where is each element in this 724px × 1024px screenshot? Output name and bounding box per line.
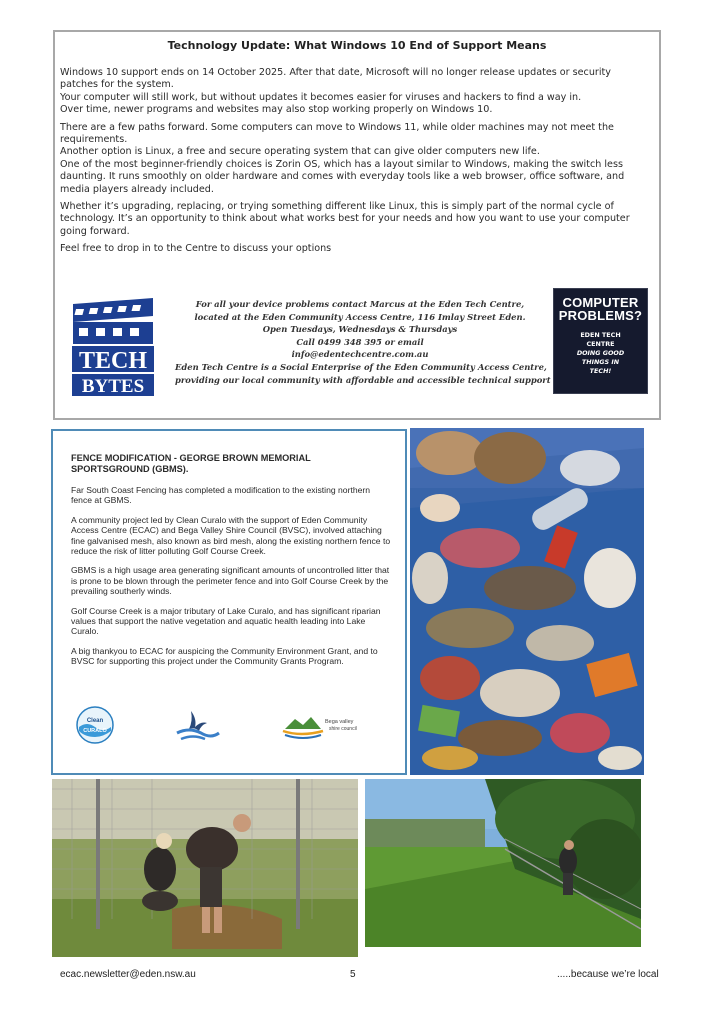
promo-sub-line: CENTRE [586,340,615,348]
fence-work-photo [52,779,358,957]
footer-email[interactable]: ecac.newsletter@eden.nsw.au [60,969,196,980]
sponsor-logos [73,705,393,745]
paragraph: Golf Course Creek is a major tributary of Lake Curalo, and has significant riparian values that support the native vegetation and aquatic health leading into Lake Curalo. [71,605,381,637]
promo-sub-line: EDEN TECH [580,331,621,339]
ecac-whale-logo [177,711,219,739]
paragraph: GBMS is a high usage area generating significant amounts of uncontrolled litter that is prone to be blown through the perimeter fence and into Golf Course Creek by the prevailing southerly winds. [71,565,390,597]
paragraph: Far South Coast Fencing has completed a modification to the existing northern fence at GBMS. [71,485,371,506]
promo-sub-line: THINGS IN [581,358,620,366]
logo-text: CURALO [83,728,107,734]
contact-line: located at the Eden Community Access Centre, 116 Imlay Street Eden. [194,311,526,322]
paragraph: One of the most beginner-friendly choices is Zorin OS, which has a layout similar to Windows, making the switch less daunting. It runs smoothly on older hardware and comes with everyday tools like a web browser, office software, and media players already included. [60,158,625,195]
bega-valley-shire-council-logo [283,717,357,738]
promo-subtitle [554,331,647,376]
logo-word-bytes: BYTES [81,376,145,397]
contact-line: Open Tuesdays, Wednesdays & Thursdays [262,324,458,335]
contact-line: For all your device problems contact Marcus at the Eden Tech Centre, [195,299,525,309]
fence-heading: FENCE MODIFICATION - GEORGE BROWN MEMORIAL SPORTSGROUND (GBMS). [71,453,311,474]
page-number: 5 [350,969,356,980]
tech-update-title: Technology Update: What Windows 10 End of Support Means [167,39,547,52]
clean-curalo-logo [77,707,113,743]
logo-text: Bega valley [325,719,354,725]
fence-article [71,453,391,676]
sportsground-fence-photo [365,779,641,947]
tech-bytes-logo [69,298,158,400]
paragraph: There are a few paths forward. Some computers can move to Windows 11, while older machines may not meet the requirements. [60,121,614,146]
paragraph: Over time, newer programs and websites may also stop working properly on Windows 10. [60,104,493,116]
logo-text: shire council [329,726,357,732]
paragraph: Whether it’s upgrading, replacing, or trying something different like Linux, this is simply part of the normal cycle of technology. It’s an opportunity to think about what works best for your needs and how you want to use your computer going forward. [60,201,630,237]
contact-line: Eden Tech Centre is a Social Enterprise of the Eden Community Access Centre, [175,361,547,372]
paragraph: Your computer will still work, but without updates it becomes easier for viruses and hackers to find a way in. [60,91,582,103]
paragraph: Windows 10 support ends on 14 October 2025. After that date, Microsoft will no longer release updates or security patches for the system. [60,67,611,91]
paragraph: Another option is Linux, a free and secure operating system that can give older computers new life. [60,146,540,158]
computer-problems-promo [553,288,648,394]
fence-modification-section [51,429,407,775]
promo-sub-line: TECH! [589,367,612,375]
logo-text: Clean [86,718,104,724]
paragraph: A big thankyou to ECAC for auspicing the Community Environment Grant, and to BVSC for supporting this project under the Community Grants Program. [71,645,378,667]
contact-line: providing our local community with affordable and accessible technical support [175,374,551,385]
promo-sub-line: DOING GOOD [576,349,625,357]
contact-line: Call 0499 348 395 or email [296,336,424,347]
litter-collection-photo [410,428,644,775]
contact-email[interactable]: info@edentechcentre.com.au [291,349,429,360]
promo-title-line: PROBLEMS? [558,308,643,323]
tech-update-section [53,30,661,420]
promo-title-line: COMPUTER [562,295,639,310]
footer-tagline: .....because we’re local [557,969,659,980]
tech-update-body [60,67,651,261]
paragraph: Feel free to drop in to the Centre to discuss your options [60,243,332,255]
contact-info [175,298,551,386]
paragraph: A community project led by Clean Curalo with the support of Eden Community Access Centre (ECAC) and Bega Valley Shire Council (BVSC), involved attaching fine galvanised mesh, also known as bird mesh, along the existing northern fence to reduce the risk of litter polluting Golf Course Creek. [71,514,391,557]
promo-title [554,296,647,322]
logo-word-tech: TECH [78,348,148,374]
